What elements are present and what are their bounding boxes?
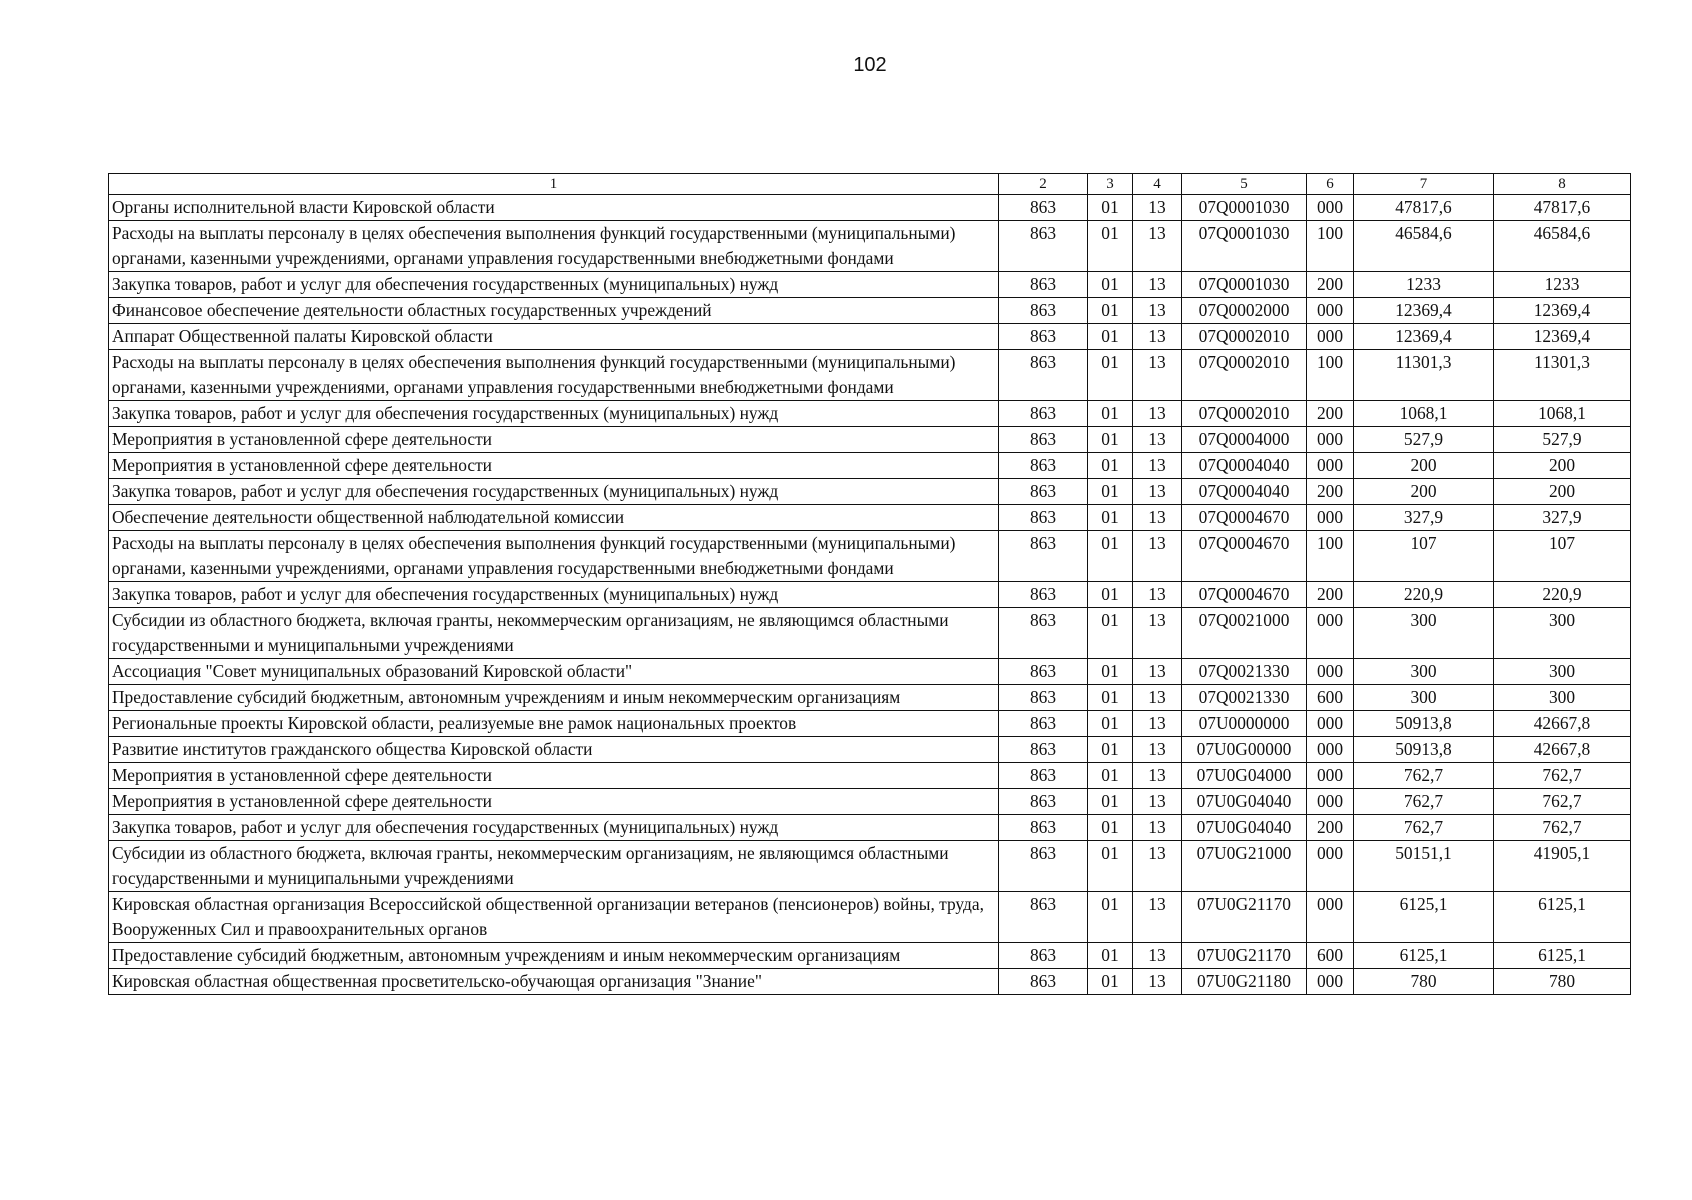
ministry-code: 863 xyxy=(999,324,1088,350)
subsection-code: 13 xyxy=(1133,969,1182,995)
section-code: 01 xyxy=(1088,324,1133,350)
table-row xyxy=(109,659,1631,685)
amount-col-8: 200 xyxy=(1494,479,1631,505)
section-code: 01 xyxy=(1088,427,1133,453)
target-article: 07Q0004670 xyxy=(1182,582,1307,608)
amount-col-7: 1068,1 xyxy=(1354,401,1494,427)
subsection-code: 13 xyxy=(1133,943,1182,969)
ministry-code: 863 xyxy=(999,685,1088,711)
amount-col-8: 300 xyxy=(1494,685,1631,711)
amount-col-8: 527,9 xyxy=(1494,427,1631,453)
target-article: 07Q0001030 xyxy=(1182,195,1307,221)
section-code: 01 xyxy=(1088,221,1133,272)
subsection-code: 13 xyxy=(1133,685,1182,711)
target-article: 07Q0021000 xyxy=(1182,608,1307,659)
subsection-code: 13 xyxy=(1133,350,1182,401)
table-row xyxy=(109,479,1631,505)
expense-type: 000 xyxy=(1307,711,1354,737)
table-row xyxy=(109,272,1631,298)
table-row xyxy=(109,531,1631,582)
amount-col-8: 762,7 xyxy=(1494,815,1631,841)
table-row xyxy=(109,711,1631,737)
amount-col-8: 762,7 xyxy=(1494,763,1631,789)
amount-col-7: 762,7 xyxy=(1354,789,1494,815)
ministry-code: 863 xyxy=(999,531,1088,582)
column-header-6: 6 xyxy=(1307,174,1354,195)
section-code: 01 xyxy=(1088,685,1133,711)
target-article: 07U0G21170 xyxy=(1182,892,1307,943)
table-row xyxy=(109,763,1631,789)
amount-col-8: 46584,6 xyxy=(1494,221,1631,272)
subsection-code: 13 xyxy=(1133,272,1182,298)
section-code: 01 xyxy=(1088,789,1133,815)
target-article: 07Q0002010 xyxy=(1182,324,1307,350)
table-row xyxy=(109,969,1631,995)
amount-col-7: 6125,1 xyxy=(1354,943,1494,969)
section-code: 01 xyxy=(1088,608,1133,659)
amount-col-7: 50151,1 xyxy=(1354,841,1494,892)
section-code: 01 xyxy=(1088,892,1133,943)
amount-col-7: 762,7 xyxy=(1354,815,1494,841)
table-row xyxy=(109,401,1631,427)
subsection-code: 13 xyxy=(1133,505,1182,531)
ministry-code: 863 xyxy=(999,582,1088,608)
target-article: 07Q0004670 xyxy=(1182,505,1307,531)
target-article: 07U0G21170 xyxy=(1182,943,1307,969)
amount-col-7: 6125,1 xyxy=(1354,892,1494,943)
item-name: Субсидии из областного бюджета, включая гранты, некоммерческим организациям, не являющимся областными государственными и муниципальными учреждениями xyxy=(109,841,999,892)
target-article: 07Q0001030 xyxy=(1182,272,1307,298)
target-article: 07Q0002010 xyxy=(1182,401,1307,427)
section-code: 01 xyxy=(1088,453,1133,479)
item-name: Расходы на выплаты персоналу в целях обеспечения выполнения функций государственными (муниципальными) органами, казенными учреждениями, органами управления государственными внебюджетными фондами xyxy=(109,350,999,401)
ministry-code: 863 xyxy=(999,221,1088,272)
amount-col-8: 762,7 xyxy=(1494,789,1631,815)
amount-col-8: 41905,1 xyxy=(1494,841,1631,892)
item-name: Расходы на выплаты персоналу в целях обеспечения выполнения функций государственными (муниципальными) органами, казенными учреждениями, органами управления государственными внебюджетными фондами xyxy=(109,531,999,582)
ministry-code: 863 xyxy=(999,892,1088,943)
ministry-code: 863 xyxy=(999,969,1088,995)
expense-type: 000 xyxy=(1307,324,1354,350)
amount-col-7: 12369,4 xyxy=(1354,298,1494,324)
table-header-row xyxy=(109,174,1631,195)
expense-type: 100 xyxy=(1307,221,1354,272)
page-number: 102 xyxy=(853,54,887,76)
amount-col-7: 50913,8 xyxy=(1354,711,1494,737)
ministry-code: 863 xyxy=(999,350,1088,401)
expense-type: 000 xyxy=(1307,298,1354,324)
column-header-5: 5 xyxy=(1182,174,1307,195)
amount-col-8: 300 xyxy=(1494,659,1631,685)
table-row xyxy=(109,943,1631,969)
amount-col-8: 1068,1 xyxy=(1494,401,1631,427)
item-name: Органы исполнительной власти Кировской области xyxy=(109,195,999,221)
budget-table xyxy=(108,173,1631,995)
amount-col-8: 220,9 xyxy=(1494,582,1631,608)
expense-type: 000 xyxy=(1307,892,1354,943)
item-name: Мероприятия в установленной сфере деятельности xyxy=(109,427,999,453)
amount-col-7: 300 xyxy=(1354,685,1494,711)
amount-col-7: 107 xyxy=(1354,531,1494,582)
column-header-3: 3 xyxy=(1088,174,1133,195)
item-name: Кировская областная общественная просветительско-обучающая организация "Знание" xyxy=(109,969,999,995)
subsection-code: 13 xyxy=(1133,401,1182,427)
item-name: Закупка товаров, работ и услуг для обеспечения государственных (муниципальных) нужд xyxy=(109,815,999,841)
section-code: 01 xyxy=(1088,737,1133,763)
table-row xyxy=(109,324,1631,350)
expense-type: 000 xyxy=(1307,737,1354,763)
table-row xyxy=(109,892,1631,943)
target-article: 07Q0021330 xyxy=(1182,659,1307,685)
target-article: 07Q0004670 xyxy=(1182,531,1307,582)
subsection-code: 13 xyxy=(1133,453,1182,479)
ministry-code: 863 xyxy=(999,841,1088,892)
amount-col-8: 47817,6 xyxy=(1494,195,1631,221)
item-name: Обеспечение деятельности общественной наблюдательной комиссии xyxy=(109,505,999,531)
subsection-code: 13 xyxy=(1133,531,1182,582)
target-article: 07Q0001030 xyxy=(1182,221,1307,272)
target-article: 07U0G00000 xyxy=(1182,737,1307,763)
amount-col-7: 12369,4 xyxy=(1354,324,1494,350)
table-body xyxy=(109,195,1631,995)
expense-type: 000 xyxy=(1307,841,1354,892)
expense-type: 100 xyxy=(1307,350,1354,401)
amount-col-8: 780 xyxy=(1494,969,1631,995)
ministry-code: 863 xyxy=(999,272,1088,298)
item-name: Расходы на выплаты персоналу в целях обеспечения выполнения функций государственными (муниципальными) органами, казенными учреждениями, органами управления государственными внебюджетными фондами xyxy=(109,221,999,272)
amount-col-8: 300 xyxy=(1494,608,1631,659)
table-row xyxy=(109,298,1631,324)
ministry-code: 863 xyxy=(999,711,1088,737)
expense-type: 000 xyxy=(1307,453,1354,479)
section-code: 01 xyxy=(1088,272,1133,298)
table-row xyxy=(109,221,1631,272)
table-row xyxy=(109,685,1631,711)
target-article: 07Q0002010 xyxy=(1182,350,1307,401)
table-row xyxy=(109,453,1631,479)
item-name: Субсидии из областного бюджета, включая гранты, некоммерческим организациям, не являющимся областными государственными и муниципальными учреждениями xyxy=(109,608,999,659)
amount-col-7: 46584,6 xyxy=(1354,221,1494,272)
item-name: Развитие институтов гражданского общества Кировской области xyxy=(109,737,999,763)
ministry-code: 863 xyxy=(999,737,1088,763)
amount-col-8: 1233 xyxy=(1494,272,1631,298)
column-header-1: 1 xyxy=(109,174,999,195)
table-row xyxy=(109,582,1631,608)
column-header-4: 4 xyxy=(1133,174,1182,195)
item-name: Мероприятия в установленной сфере деятельности xyxy=(109,789,999,815)
subsection-code: 13 xyxy=(1133,298,1182,324)
item-name: Кировская областная организация Всероссийской общественной организации ветеранов (пенсионеров) войны, труда, Вооруженных Сил и правоохранительных органов xyxy=(109,892,999,943)
expense-type: 200 xyxy=(1307,272,1354,298)
expense-type: 200 xyxy=(1307,479,1354,505)
section-code: 01 xyxy=(1088,298,1133,324)
column-header-8: 8 xyxy=(1494,174,1631,195)
target-article: 07U0000000 xyxy=(1182,711,1307,737)
expense-type: 600 xyxy=(1307,943,1354,969)
ministry-code: 863 xyxy=(999,479,1088,505)
section-code: 01 xyxy=(1088,531,1133,582)
expense-type: 600 xyxy=(1307,685,1354,711)
amount-col-8: 42667,8 xyxy=(1494,737,1631,763)
item-name: Региональные проекты Кировской области, реализуемые вне рамок национальных проектов xyxy=(109,711,999,737)
section-code: 01 xyxy=(1088,841,1133,892)
expense-type: 000 xyxy=(1307,763,1354,789)
section-code: 01 xyxy=(1088,505,1133,531)
ministry-code: 863 xyxy=(999,427,1088,453)
target-article: 07Q0021330 xyxy=(1182,685,1307,711)
section-code: 01 xyxy=(1088,763,1133,789)
subsection-code: 13 xyxy=(1133,892,1182,943)
item-name: Предоставление субсидий бюджетным, автономным учреждениям и иным некоммерческим организациям xyxy=(109,943,999,969)
section-code: 01 xyxy=(1088,582,1133,608)
expense-type: 000 xyxy=(1307,195,1354,221)
item-name: Закупка товаров, работ и услуг для обеспечения государственных (муниципальных) нужд xyxy=(109,479,999,505)
target-article: 07Q0004040 xyxy=(1182,453,1307,479)
amount-col-7: 327,9 xyxy=(1354,505,1494,531)
ministry-code: 863 xyxy=(999,453,1088,479)
expense-type: 000 xyxy=(1307,789,1354,815)
subsection-code: 13 xyxy=(1133,841,1182,892)
subsection-code: 13 xyxy=(1133,815,1182,841)
ministry-code: 863 xyxy=(999,298,1088,324)
expense-type: 000 xyxy=(1307,659,1354,685)
table-row xyxy=(109,195,1631,221)
amount-col-8: 107 xyxy=(1494,531,1631,582)
subsection-code: 13 xyxy=(1133,737,1182,763)
amount-col-7: 200 xyxy=(1354,453,1494,479)
section-code: 01 xyxy=(1088,350,1133,401)
amount-col-8: 12369,4 xyxy=(1494,298,1631,324)
subsection-code: 13 xyxy=(1133,659,1182,685)
ministry-code: 863 xyxy=(999,815,1088,841)
expense-type: 000 xyxy=(1307,608,1354,659)
target-article: 07U0G21180 xyxy=(1182,969,1307,995)
section-code: 01 xyxy=(1088,943,1133,969)
ministry-code: 863 xyxy=(999,195,1088,221)
section-code: 01 xyxy=(1088,479,1133,505)
item-name: Закупка товаров, работ и услуг для обеспечения государственных (муниципальных) нужд xyxy=(109,582,999,608)
target-article: 07Q0004000 xyxy=(1182,427,1307,453)
target-article: 07U0G21000 xyxy=(1182,841,1307,892)
section-code: 01 xyxy=(1088,195,1133,221)
amount-col-7: 300 xyxy=(1354,608,1494,659)
ministry-code: 863 xyxy=(999,401,1088,427)
amount-col-7: 1233 xyxy=(1354,272,1494,298)
amount-col-7: 200 xyxy=(1354,479,1494,505)
subsection-code: 13 xyxy=(1133,479,1182,505)
expense-type: 200 xyxy=(1307,815,1354,841)
section-code: 01 xyxy=(1088,401,1133,427)
subsection-code: 13 xyxy=(1133,789,1182,815)
ministry-code: 863 xyxy=(999,505,1088,531)
table-row xyxy=(109,737,1631,763)
table-row xyxy=(109,789,1631,815)
expense-type: 000 xyxy=(1307,427,1354,453)
amount-col-8: 42667,8 xyxy=(1494,711,1631,737)
subsection-code: 13 xyxy=(1133,324,1182,350)
expense-type: 100 xyxy=(1307,531,1354,582)
item-name: Закупка товаров, работ и услуг для обеспечения государственных (муниципальных) нужд xyxy=(109,401,999,427)
ministry-code: 863 xyxy=(999,763,1088,789)
item-name: Аппарат Общественной палаты Кировской области xyxy=(109,324,999,350)
table-row xyxy=(109,350,1631,401)
amount-col-8: 11301,3 xyxy=(1494,350,1631,401)
target-article: 07U0G04000 xyxy=(1182,763,1307,789)
ministry-code: 863 xyxy=(999,608,1088,659)
item-name: Ассоциация "Совет муниципальных образований Кировской области" xyxy=(109,659,999,685)
subsection-code: 13 xyxy=(1133,427,1182,453)
ministry-code: 863 xyxy=(999,943,1088,969)
amount-col-8: 327,9 xyxy=(1494,505,1631,531)
subsection-code: 13 xyxy=(1133,195,1182,221)
table-row xyxy=(109,505,1631,531)
subsection-code: 13 xyxy=(1133,763,1182,789)
expense-type: 000 xyxy=(1307,969,1354,995)
section-code: 01 xyxy=(1088,659,1133,685)
item-name: Закупка товаров, работ и услуг для обеспечения государственных (муниципальных) нужд xyxy=(109,272,999,298)
section-code: 01 xyxy=(1088,969,1133,995)
amount-col-7: 527,9 xyxy=(1354,427,1494,453)
item-name: Предоставление субсидий бюджетным, автономным учреждениям и иным некоммерческим организациям xyxy=(109,685,999,711)
table-row xyxy=(109,815,1631,841)
amount-col-8: 6125,1 xyxy=(1494,892,1631,943)
section-code: 01 xyxy=(1088,815,1133,841)
ministry-code: 863 xyxy=(999,659,1088,685)
item-name: Финансовое обеспечение деятельности областных государственных учреждений xyxy=(109,298,999,324)
amount-col-7: 780 xyxy=(1354,969,1494,995)
ministry-code: 863 xyxy=(999,789,1088,815)
table-row xyxy=(109,841,1631,892)
subsection-code: 13 xyxy=(1133,221,1182,272)
amount-col-7: 762,7 xyxy=(1354,763,1494,789)
amount-col-8: 12369,4 xyxy=(1494,324,1631,350)
target-article: 07U0G04040 xyxy=(1182,789,1307,815)
amount-col-7: 50913,8 xyxy=(1354,737,1494,763)
section-code: 01 xyxy=(1088,711,1133,737)
table-row xyxy=(109,608,1631,659)
expense-type: 200 xyxy=(1307,401,1354,427)
target-article: 07Q0004040 xyxy=(1182,479,1307,505)
amount-col-7: 300 xyxy=(1354,659,1494,685)
target-article: 07Q0002000 xyxy=(1182,298,1307,324)
amount-col-7: 220,9 xyxy=(1354,582,1494,608)
amount-col-7: 47817,6 xyxy=(1354,195,1494,221)
item-name: Мероприятия в установленной сфере деятельности xyxy=(109,453,999,479)
amount-col-8: 200 xyxy=(1494,453,1631,479)
column-header-2: 2 xyxy=(999,174,1088,195)
subsection-code: 13 xyxy=(1133,711,1182,737)
table-row xyxy=(109,427,1631,453)
expense-type: 200 xyxy=(1307,582,1354,608)
subsection-code: 13 xyxy=(1133,608,1182,659)
target-article: 07U0G04040 xyxy=(1182,815,1307,841)
amount-col-8: 6125,1 xyxy=(1494,943,1631,969)
column-header-7: 7 xyxy=(1354,174,1494,195)
subsection-code: 13 xyxy=(1133,582,1182,608)
item-name: Мероприятия в установленной сфере деятельности xyxy=(109,763,999,789)
amount-col-7: 11301,3 xyxy=(1354,350,1494,401)
expense-type: 000 xyxy=(1307,505,1354,531)
